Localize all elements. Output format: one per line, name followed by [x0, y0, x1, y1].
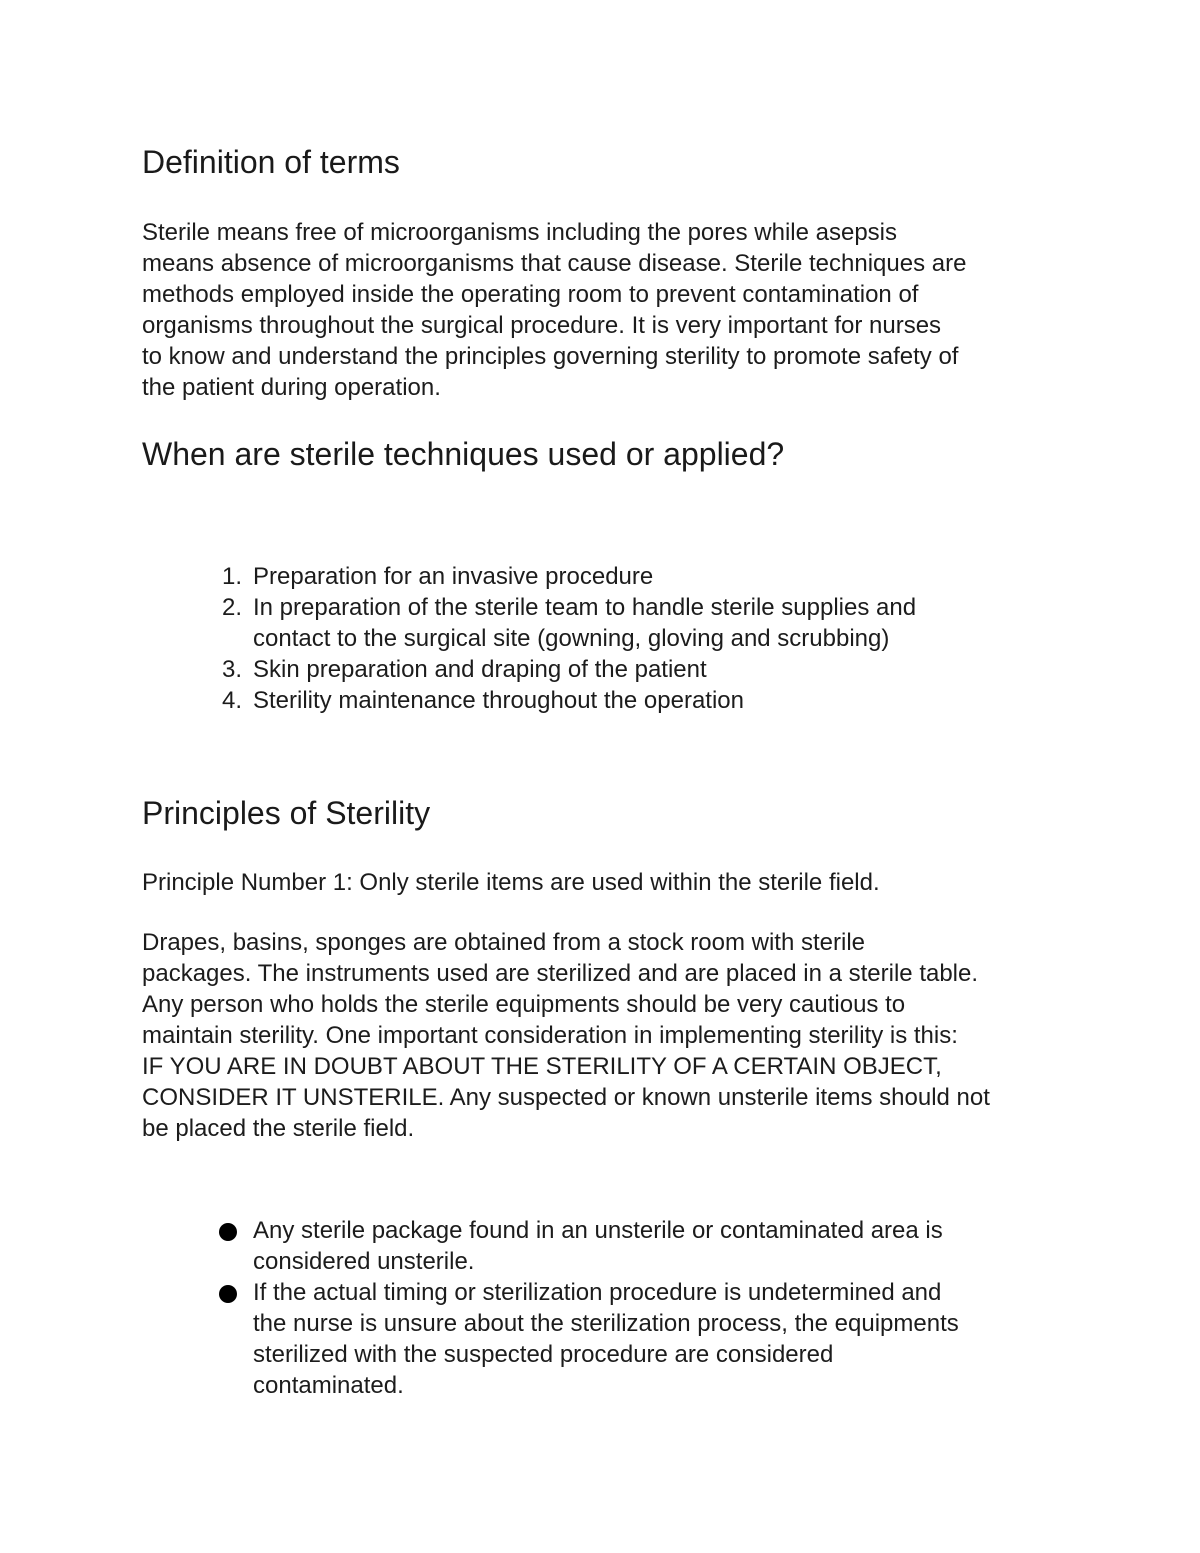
heading-definition-of-terms: Definition of terms [142, 144, 400, 180]
list-item-text: Skin preparation and draping of the patient [253, 656, 707, 683]
bullet-dot-icon [219, 1223, 237, 1241]
list-item-text: In preparation of the sterile team to handle sterile supplies and [253, 594, 917, 621]
principle-line: Principle Number 1: Only sterile items are used within the sterile field. [142, 869, 880, 896]
numbered-list [200, 561, 916, 716]
bullet-list [200, 1215, 959, 1401]
list-number: 4. [221, 687, 242, 714]
bullet-text: contaminated. [253, 1372, 404, 1399]
paragraph-line: IF YOU ARE IN DOUBT ABOUT THE STERILITY OF A CERTAIN OBJECT, [142, 1053, 942, 1080]
list-number: 3. [221, 656, 242, 683]
paragraph-line: the patient during operation. [142, 374, 441, 401]
list-item [200, 592, 916, 654]
bullet-text: Any sterile package found in an unsterile or contaminated area is [253, 1217, 943, 1244]
paragraph-line: be placed the sterile field. [142, 1115, 415, 1142]
list-item-text: contact to the surgical site (gowning, gloving and scrubbing) [253, 625, 890, 652]
list-number: 2. [221, 594, 242, 621]
paragraph-line: CONSIDER IT UNSTERILE. Any suspected or known unsterile items should not [142, 1084, 990, 1111]
list-item-text: Preparation for an invasive procedure [253, 563, 654, 590]
heading-when-are-sterile-techniques-used: When are sterile techniques used or applied? [142, 436, 785, 472]
list-item [200, 561, 916, 592]
list-number: 1. [221, 563, 242, 590]
list-item [200, 654, 916, 685]
bullet-dot-icon [219, 1285, 237, 1303]
bullet-item [200, 1277, 959, 1401]
principle-paragraph [142, 927, 990, 1144]
paragraph-line: to know and understand the principles governing sterility to promote safety of [142, 343, 959, 370]
definition-paragraph [142, 217, 966, 403]
paragraph-line: maintain sterility. One important consideration in implementing sterility is this: [142, 1022, 958, 1049]
heading-principles-of-sterility: Principles of Sterility [142, 795, 431, 831]
list-item-text: Sterility maintenance throughout the operation [253, 687, 744, 714]
paragraph-line: Sterile means free of microorganisms including the pores while asepsis [142, 219, 898, 246]
list-item [200, 685, 916, 716]
bullet-text: If the actual timing or sterilization procedure is undetermined and [253, 1279, 942, 1306]
principle-statement [142, 867, 880, 898]
paragraph-line: Drapes, basins, sponges are obtained from a stock room with sterile [142, 929, 866, 956]
paragraph-line: packages. The instruments used are sterilized and are placed in a sterile table. [142, 960, 979, 987]
bullet-text: considered unsterile. [253, 1248, 475, 1275]
bullet-text: sterilized with the suspected procedure are considered [253, 1341, 834, 1368]
bullet-item [200, 1215, 959, 1277]
paragraph-line: organisms throughout the surgical procedure. It is very important for nurses [142, 312, 942, 339]
paragraph-line: means absence of microorganisms that cause disease. Sterile techniques are [142, 250, 967, 277]
bullet-text: the nurse is unsure about the sterilization process, the equipments [253, 1310, 959, 1337]
paragraph-line: methods employed inside the operating room to prevent contamination of [142, 281, 919, 308]
paragraph-line: Any person who holds the sterile equipments should be very cautious to [142, 991, 906, 1018]
